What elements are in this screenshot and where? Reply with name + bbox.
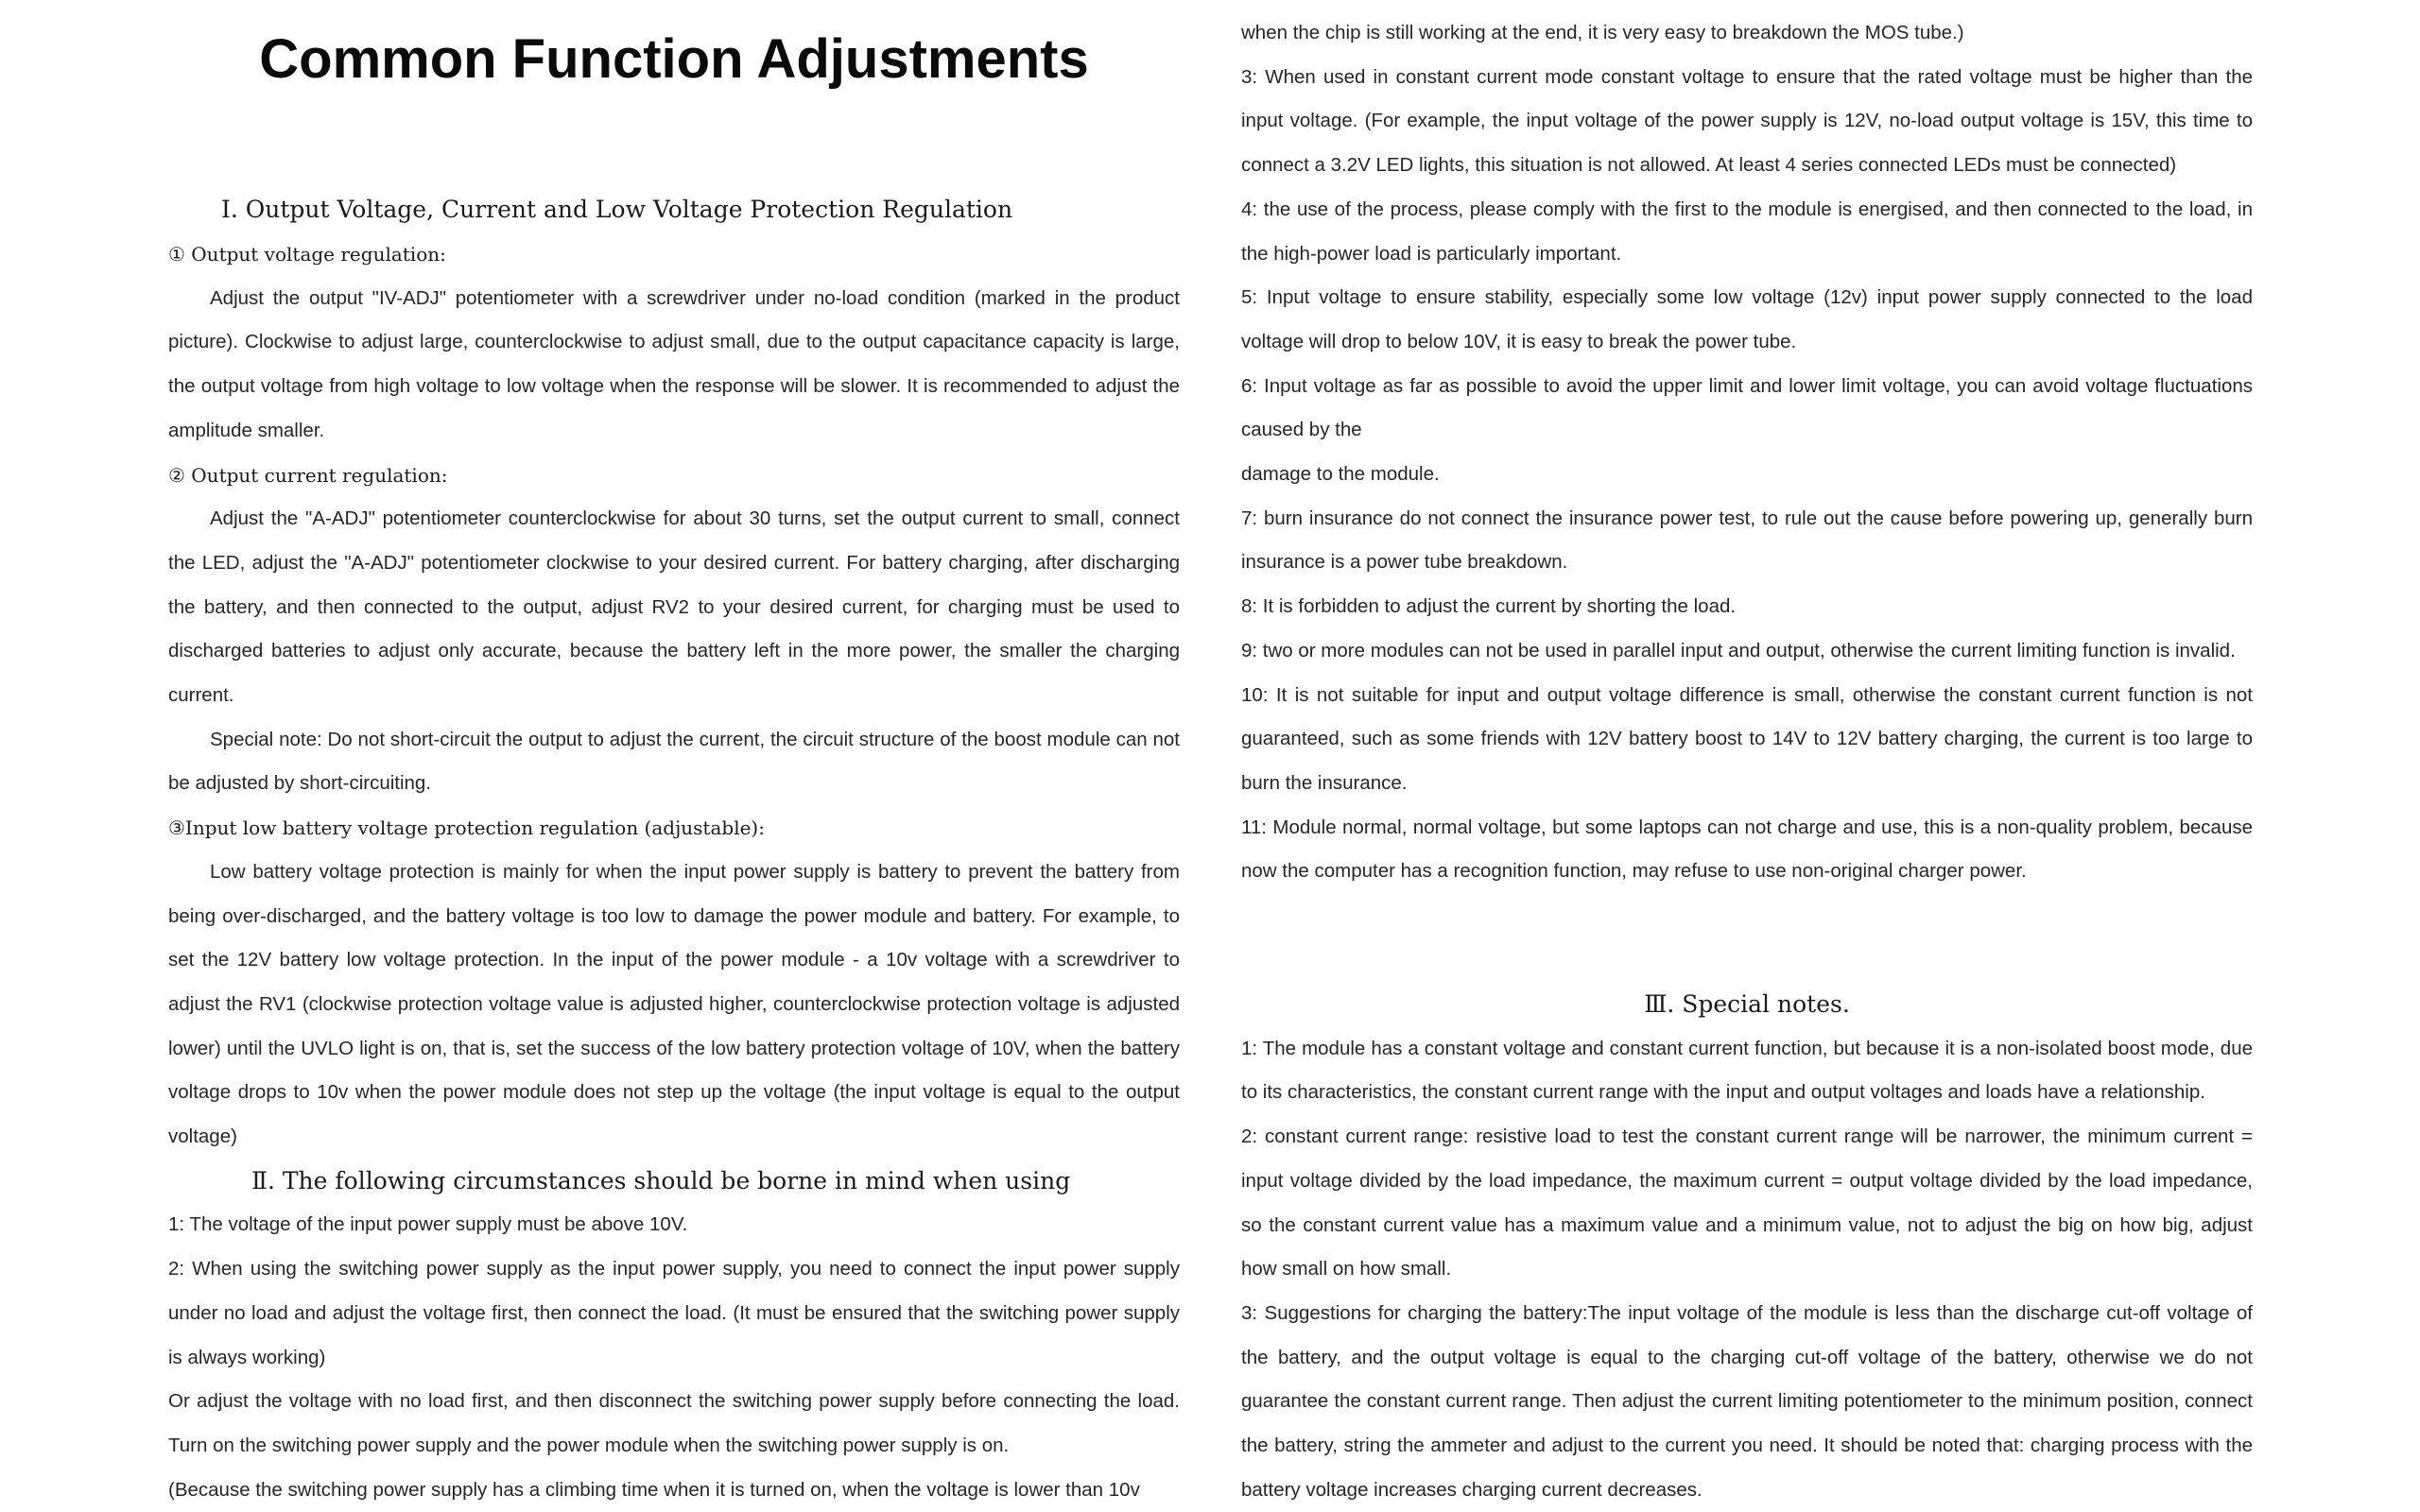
section-1-body bbox=[168, 232, 1180, 1512]
low-voltage-paragraph: Low battery voltage protection is mainly for when the input power supply is battery to prevent the battery from being over-discharged, and the battery voltage is too low to damage the power module and battery. For example, to set the 12V battery low voltage protection. In the input of the power module - a 10v voltage with a screwdriver to adjust the RV1 (clockwise protection voltage value is adjusted higher, counterclockwise protection voltage is adjusted lower) until the UVLO light is on, that is, set the success of the low battery protection voltage of 10V, when the battery voltage drops to 10v when the power module does not step up the voltage (the input voltage is equal to the output voltage) bbox=[168, 860, 1180, 1148]
note-2-parenthetical: (Because the switching power supply has a climbing time when it is turned on, when the voltage is lower than 10v bbox=[168, 1478, 1140, 1501]
right-body-top bbox=[1241, 11, 2253, 894]
output-voltage-paragraph: Adjust the output "IV-ADJ" potentiometer with a screwdriver under no-load condition (marked in the product picture). Clockwise to adjust large, counterclockwise to adjust small, due to the output capacitance capacity is large, the output voltage from high voltage to low voltage when the response will be slower. It is recommended to adjust the amplitude smaller. bbox=[168, 286, 1180, 441]
section-1-heading-block bbox=[168, 188, 1180, 232]
output-voltage-subheading: ① Output voltage regulation: bbox=[168, 243, 446, 266]
note-6: 6: Input voltage as far as possible to avoid the upper limit and lower limit voltage, you can avoid voltage fluctuations caused by the bbox=[1241, 374, 2253, 441]
special-note-2: 2: constant current range: resistive load to test the constant current range will be narrower, the minimum current = input voltage divided by the load impedance, the maximum current = output voltage divided by the load impedance, so the constant current value has a maximum value and a minimum value, not to adjust the big on how big, adjust how small on how small. bbox=[1241, 1125, 2253, 1280]
note-8: 8: It is forbidden to adjust the current by shorting the load. bbox=[1241, 595, 1737, 618]
note-9: 9: two or more modules can not be used in parallel input and output, otherwise the current limiting function is invalid. bbox=[1241, 639, 2236, 662]
page-title: Common Function Adjustments bbox=[259, 28, 1089, 90]
note-4: 4: the use of the process, please comply with the first to the module is energised, and then connected to the load, in the high-power load is particularly important. bbox=[1241, 198, 2253, 265]
note-1: 1: The voltage of the input power supply must be above 10V. bbox=[168, 1213, 688, 1236]
section-2-heading: Ⅱ. The following circumstances should be borne in mind when using bbox=[251, 1166, 1071, 1194]
section-3-heading: Ⅲ. Special notes. bbox=[1644, 990, 1850, 1018]
note-3: 3: When used in constant current mode constant voltage to ensure that the rated voltage must be higher than the input voltage. (For example, the input voltage of the power supply is 12V, no-load output voltage is 15V, this time to connect a 3.2V LED lights, this situation is not allowed. At least 4 series connected LEDs must be connected) bbox=[1241, 65, 2253, 177]
note-2-continued: Or adjust the voltage with no load first, and then disconnect the switching power supply before connecting the load. Turn on the switching power supply and the power module when the switching power supply is on. bbox=[168, 1390, 1180, 1456]
section-3 bbox=[1241, 983, 2253, 1512]
note-2: 2: When using the switching power supply as the input power supply, you need to connect the input power supply under no load and adjust the voltage first, then connect the load. (It must be ensured that the switching power supply is always working) bbox=[168, 1258, 1180, 1368]
note-11: 11: Module normal, normal voltage, but some laptops can not charge and use, this is a non-quality problem, because now the computer has a recognition function, may refuse to use non-original charger power. bbox=[1241, 816, 2253, 883]
note-7: 7: burn insurance do not connect the insurance power test, to rule out the cause before powering up, generally burn insurance is a power tube breakdown. bbox=[1241, 507, 2253, 574]
output-current-subheading: ② Output current regulation: bbox=[168, 463, 448, 487]
special-note-paragraph: Special note: Do not short-circuit the output to adjust the current, the circuit structure of the boost module can not be adjusted by short-circuiting. bbox=[168, 728, 1180, 795]
note-6-continued: damage to the module. bbox=[1241, 463, 1440, 486]
note-10: 10: It is not suitable for input and output voltage difference is small, otherwise the constant current function is not guaranteed, such as some friends with 12V battery boost to 14V to 12V battery charging, the current is too large to burn the insurance. bbox=[1241, 683, 2253, 794]
special-note-3: 3: Suggestions for charging the battery:The input voltage of the module is less than the discharge cut-off voltage of the battery, and the output voltage is equal to the charging cut-off voltage of the battery, otherwise we do not guarantee the constant current range. Then adjust the current limiting potentiometer to the minimum position, connect the battery, string the ammeter and adjust to the current you need. It should be noted that: charging process with the battery voltage increases charging current decreases. bbox=[1241, 1301, 2253, 1501]
low-voltage-subheading: ③Input low battery voltage protection regulation (adjustable): bbox=[168, 816, 765, 840]
note-5: 5: Input voltage to ensure stability, especially some low voltage (12v) input power supply connected to the load voltage will drop to below 10V, it is easy to break the power tube. bbox=[1241, 286, 2253, 352]
special-note-1: 1: The module has a constant voltage and constant current function, but because it is a non-isolated boost mode, due to its characteristics, the constant current range with the input and output voltages and loads have a relationship. bbox=[1241, 1037, 2253, 1104]
note-2-end: when the chip is still working at the end, it is very easy to breakdown the MOS tube.) bbox=[1241, 22, 1964, 43]
section-1-heading: Ⅰ. Output Voltage, Current and Low Voltage Protection Regulation bbox=[221, 196, 1013, 223]
output-current-paragraph: Adjust the "A-ADJ" potentiometer counterclockwise for about 30 turns, set the output current to small, connect the LED, adjust the "A-ADJ" potentiometer clockwise to your desired current. For battery charging, after discharging the battery, and then connected to the output, adjust RV2 to your desired current, for charging must be used to discharged batteries to adjust only accurate, because the battery left in the more power, the smaller the charging current. bbox=[168, 507, 1180, 707]
